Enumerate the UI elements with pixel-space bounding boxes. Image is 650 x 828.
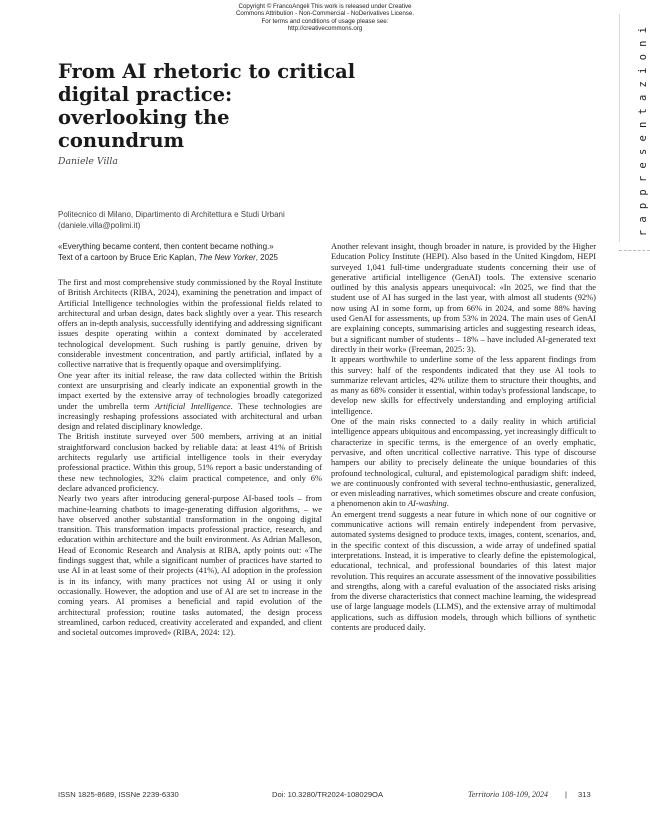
emphasis-term: Artificial Intelligence	[154, 400, 231, 411]
copyright-line: For terms and conditions of usage please see:	[261, 17, 389, 25]
body-paragraph: The British institute surveyed over 500 members, arriving at an initial straightforward conclusion backed by reliable data: at least 41% of British architects regularly use artificial intelligence tools in their everyday professional practice. Within this group, 51% report a basic understanding of these new technologies, 32% claim practical competence, and only 6% declare advanced proficiency.	[58, 431, 322, 493]
footer-journal: Territorio 108-109, 2024	[468, 790, 548, 799]
body-paragraph: An emergent trend suggests a near future in which none of our cognitive or communicative actions will remain entirely independent from pervasive, automated systems designed to produce texts, images, content, scenarios, and, in the specific context of this discussion, a wide array of undefined spatial interpretations. Instead, it is imperative to clearly define the epistemological, educational, technical, and professional boundaries of this latest major revolution. This requires an accurate assessment of the innovative possibilities and strengths, along with a careful evaluation of the associated risks arising from the diverse characteristics that connect machine learning, the widespread use of large language models (LLMS), and the extensive array of multimodal applications, such as diffusion models, through which billions of synthetic contents are produced daily.	[331, 508, 596, 632]
body-column-right	[331, 241, 596, 632]
footer-doi[interactable]: Doi: 10.3280/TR2024-108029OA	[272, 790, 384, 799]
author-affiliation	[58, 210, 328, 231]
body-paragraph: It appears worthwhile to underline some of the less apparent findings from this survey: half of the respondents indicated that they use AI tools to summarize relevant articles, 42% utilize them to structure their thoughts, and as many as 68% consider it essential, within today's professional landscape, to develop new skills for effectively understanding and employing artificial intelligence.	[331, 354, 596, 416]
copyright-line: Copyright © FrancoAngeli This work is released under Creative	[238, 3, 412, 10]
epigraph-source-journal: The New Yorker	[198, 252, 256, 262]
body-paragraph	[58, 370, 322, 432]
emphasis-term: AI-washing	[407, 498, 447, 509]
footer-issn: ISSN 1825-8689, ISSNe 2239-6330	[58, 790, 179, 799]
side-divider	[619, 250, 650, 251]
epigraph-source	[58, 253, 328, 264]
paragraph-text: One of the main risks connected to a daily reality in which artificial intelligence appears ubiquitous and encompassing, yet increasingly difficult to characterize in specific terms, is the emergence of an overly emphatic, pervasive, and often uncritical collective narrative. This type of discourse hampers our ability to precisely delineate the unique boundaries of this profound technological, cultural, and epistemological paradigm shift: indeed, we are continuously confronted with several techno-enthusiastic, generalized, or even misleading narratives, which sometimes obscure and create confusion, a phenomenon akin to	[331, 416, 596, 509]
epigraph-quote: «Everything became content, then content became nothing.»	[58, 242, 274, 251]
paragraph-text: .	[446, 498, 449, 509]
epigraph	[58, 242, 328, 263]
affiliation-institution: Politecnico di Milano, Dipartimento di Architettura e Studi Urbani	[58, 210, 285, 219]
body-column-left	[58, 277, 322, 637]
article-author: Daniele Villa	[58, 156, 118, 167]
section-side-tab	[619, 14, 650, 242]
footer-separator: |	[565, 790, 567, 799]
body-paragraph: The first and most comprehensive study commissioned by the Royal Institute of British Architects (RIBA, 2024), examining the penetration and impact of Artificial Intelligence technologies within the professional fields related to architectural and urban design, dates back slightly over a year. This research offers an in-depth analysis, successfully identifying and addressing significant issues despite operating within a context dominated by accelerated technological development. Such rushing is partly genuine, driven by considerable investment concentration, and partly artificial, inflated by a collective narrative that is frequently opaque and oversimplifying.	[58, 277, 322, 370]
article-title: From AI rhetoric to critical digital practice: overlooking the conundrum	[58, 60, 356, 152]
epigraph-source-year: , 2025	[255, 252, 278, 262]
copyright-line: Commons Attribution - Non-Commercial - NoDerivatives License.	[235, 10, 415, 18]
copyright-link[interactable]: http://creativecommons.org	[287, 25, 363, 33]
body-paragraph	[331, 416, 596, 509]
epigraph-source-text: Text of a cartoon by Bruce Eric Kaplan,	[58, 252, 199, 262]
body-paragraph: Nearly two years after introducing general-purpose AI-based tools – from machine-learning chatbots to image-generating diffusion algorithms, – we have observed another substantial transformation in the ongoing digital transition. This transformation impacts professional practice, research, and education within architecture and the built environment. As Adrian Malleson, Head of Economic Research and Analysis at RIBA, aptly points out: «The findings suggest that, while a significant number of practices have started to use AI in at least some of their projects (41%), AI adoption in the profession is in its infancy, with many practices not using AI or using it only occasionally. However, the adoption and use of AI are set to increase in the coming years. AI promises a beneficial and rapid evolution of the architectural profession; routine tasks automated, the design process streamlined, carbon reduced, creativity accelerated and expanded, and client and societal outcomes improved» (RIBA, 2024: 12).	[58, 493, 322, 638]
section-label: rappresentazioni	[637, 19, 649, 237]
paragraph-text: One year after its initial release, the raw data collected within the British context are unsurprising and clearly indicate an exponential growth in the impact exerted by the extensive array of technologies broadly categorized under the umbrella term	[58, 369, 322, 411]
author-email[interactable]: (daniele.villa@polimi.it)	[58, 220, 141, 230]
paragraph-text: . These technologies are increasingly reshaping professions associated with architectural and urban design and related disciplinary knowledge.	[58, 400, 322, 432]
body-paragraph: Another relevant insight, though broader in nature, is provided by the Higher Education Policy Institute (HEPI). Also based in the United Kingdom, HEPI surveyed 1,041 full-time undergraduate students concerning their use of generative artificial intelligence (GenAI) tools. The extensive scenario outlined by this analysis appears unequivocal: «In 2025, we find that the student use of AI has surged in the last year, with almost all students (92%) now using AI in some form, up from 66% in 2024, and some 88% having used GenAI for assessments, up from 53% in 2024. The main uses of GenAI are explaining concepts, summarising articles and suggesting research ideas, but a significant number of students – 18% – have included AI-generated text directly in their work» (Freeman, 2025: 3).	[331, 241, 596, 354]
copyright-notice	[0, 3, 650, 33]
page-number: 313	[578, 790, 591, 799]
